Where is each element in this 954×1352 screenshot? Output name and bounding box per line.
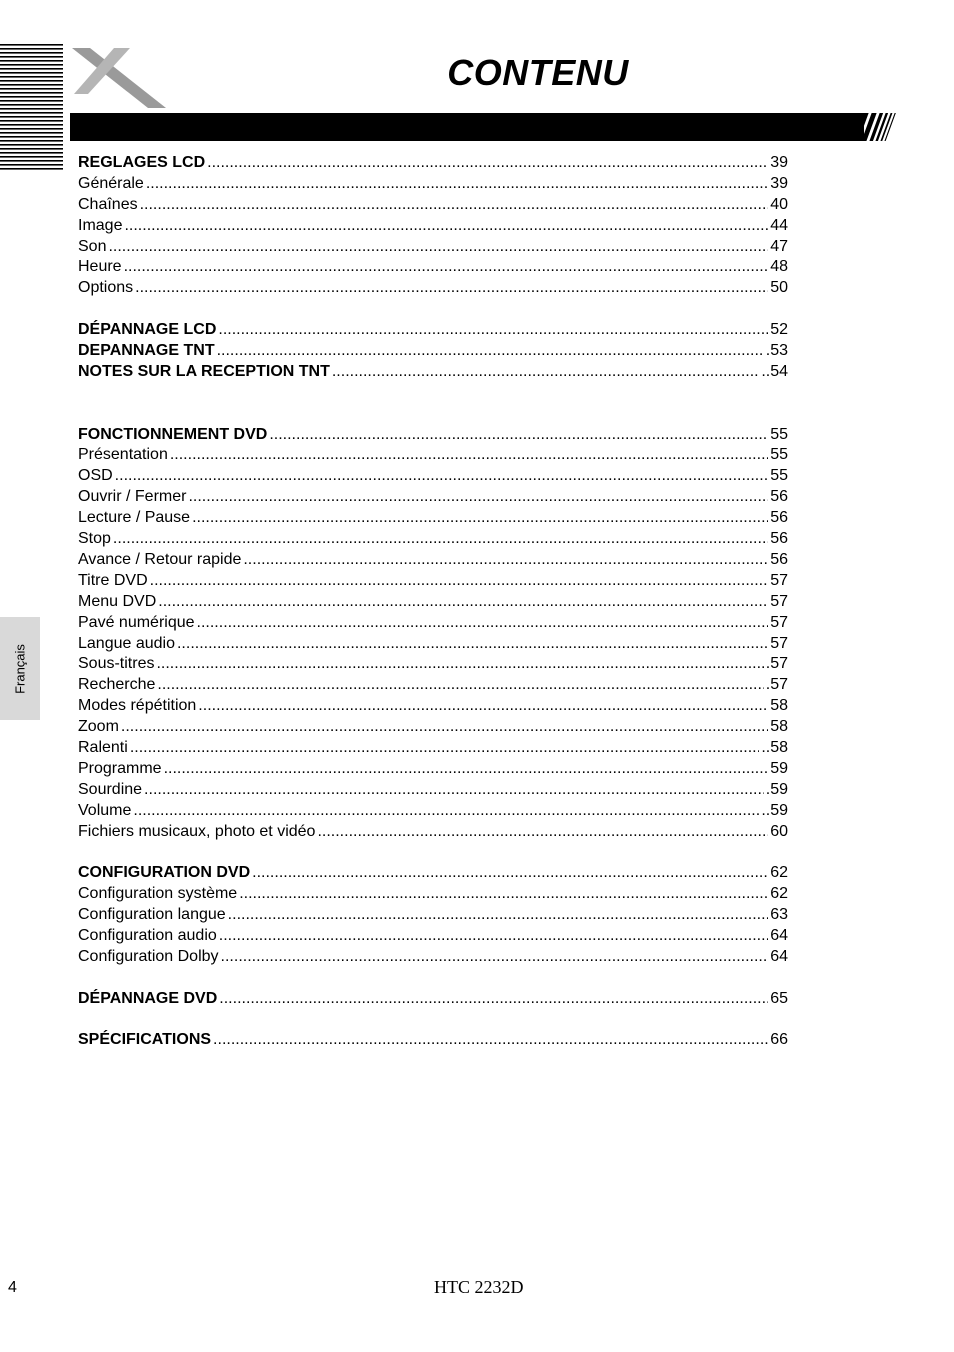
- toc-entry-leader: [207, 153, 768, 174]
- toc-entry-page: .57: [765, 676, 788, 694]
- toc-entry-page: .53: [765, 342, 788, 360]
- toc-entry-label: DÉPANNAGE DVD: [78, 989, 218, 1007]
- toc-entry-leader: [221, 947, 769, 968]
- toc-entry-page: 57: [770, 613, 788, 631]
- toc-entry-label: SPÉCIFICATIONS: [78, 1031, 212, 1049]
- toc-entry[interactable]: [78, 174, 788, 195]
- toc-entry-label: Heure: [78, 258, 122, 276]
- toc-entry-page: 44: [770, 216, 788, 234]
- toc-entry-label: Zoom: [78, 718, 119, 736]
- toc-entry-leader: [124, 216, 768, 237]
- toc-entry-leader: [164, 759, 769, 780]
- toc-entry-leader: [219, 989, 768, 1010]
- toc-entry-leader: [213, 1030, 768, 1051]
- toc-entry-page: 56: [770, 509, 788, 527]
- toc-entry[interactable]: [78, 905, 788, 926]
- toc-entry[interactable]: [78, 508, 788, 529]
- toc-entry-page: 47: [770, 237, 788, 255]
- toc-entry-label: Fichiers musicaux, photo et vidéo: [78, 822, 316, 840]
- model-name: HTC 2232D: [434, 1277, 524, 1297]
- toc-entry-label: Sourdine: [78, 780, 143, 798]
- toc-entry-label: Recherche: [78, 676, 156, 694]
- toc-entry-page: 65: [770, 989, 788, 1007]
- toc-entry-leader: [197, 613, 769, 634]
- toc-entry[interactable]: [78, 216, 788, 237]
- toc-entry-page: 58: [770, 718, 788, 736]
- page-title: CONTENU: [447, 52, 629, 93]
- toc-entry[interactable]: [78, 675, 788, 696]
- toc-entry-page: 60: [770, 822, 788, 840]
- toc-entry-label: NOTES SUR LA RECEPTION TNT: [78, 362, 330, 380]
- toc-entry-label: Programme: [78, 759, 162, 777]
- toc-entry-page: 62: [770, 864, 788, 882]
- toc-entry[interactable]: [78, 425, 788, 446]
- toc-entry-leader: [239, 884, 768, 905]
- toc-entry[interactable]: [78, 759, 788, 780]
- toc-entry[interactable]: [78, 257, 788, 278]
- toc-entry-leader: [124, 257, 769, 278]
- toc-entry-page: 55: [770, 425, 788, 443]
- toc-entry-page: ..59: [761, 801, 788, 819]
- toc-entry-leader: [113, 529, 768, 550]
- toc-entry[interactable]: [78, 696, 788, 717]
- toc-entry[interactable]: [78, 153, 788, 174]
- toc-entry-label: Stop: [78, 530, 111, 548]
- toc-entry-leader: [243, 550, 768, 571]
- toc-entry[interactable]: [78, 466, 788, 487]
- toc-group-depannage-dvd: [78, 989, 788, 1010]
- toc-entry-label: Générale: [78, 174, 144, 192]
- toc-entry-leader: [121, 717, 768, 738]
- toc-entry-page: 59: [770, 759, 788, 777]
- toc-entry-label: Son: [78, 237, 107, 255]
- toc-group-specs: [78, 1030, 788, 1051]
- toc-entry[interactable]: [78, 717, 788, 738]
- toc-entry-page: 64: [770, 947, 788, 965]
- toc-entry-label: Lecture / Pause: [78, 509, 191, 527]
- toc-entry-label: Langue audio: [78, 634, 175, 652]
- toc-entry-label: Chaînes: [78, 195, 138, 213]
- toc-entry-label: Configuration langue: [78, 906, 226, 924]
- toc-entry-page: 64: [770, 926, 788, 944]
- toc-entry[interactable]: [78, 550, 788, 571]
- toc-entry[interactable]: [78, 341, 788, 362]
- toc-entry-leader: [158, 592, 768, 613]
- toc-entry-page: 63: [770, 906, 788, 924]
- toc-entry-label: Avance / Retour rapide: [78, 550, 242, 568]
- toc-entry[interactable]: [78, 738, 788, 759]
- toc-entry-page: 39: [770, 154, 788, 171]
- toc-entry-label: Volume: [78, 801, 132, 819]
- toc-entry-page: 56: [770, 550, 788, 568]
- toc-entry-leader: [269, 425, 768, 446]
- toc-entry-leader: [170, 445, 768, 466]
- toc-entry[interactable]: [78, 362, 788, 383]
- table-of-contents: [78, 153, 788, 1051]
- toc-entry-label: Configuration audio: [78, 926, 217, 944]
- toc-entry-page: 52: [770, 321, 788, 339]
- toc-entry[interactable]: [78, 989, 788, 1010]
- toc-entry[interactable]: [78, 529, 788, 550]
- toc-entry-leader: [150, 571, 769, 592]
- toc-entry-label: Modes répétition: [78, 697, 197, 715]
- toc-entry-leader: [218, 320, 768, 341]
- toc-entry-leader: [332, 362, 759, 383]
- toc-entry-label: Options: [78, 279, 134, 297]
- toc-entry-page: 56: [770, 530, 788, 548]
- toc-entry-leader: [217, 341, 764, 362]
- toc-entry-leader: [317, 822, 768, 843]
- toc-entry[interactable]: [78, 654, 788, 675]
- toc-entry[interactable]: [78, 1030, 788, 1051]
- toc-entry-leader: [133, 801, 759, 822]
- toc-entry[interactable]: [78, 884, 788, 905]
- toc-group-depannage: [78, 320, 788, 383]
- toc-entry[interactable]: [78, 947, 788, 968]
- toc-entry-label: Configuration système: [78, 885, 238, 903]
- toc-entry-leader: [219, 926, 768, 947]
- toc-entry-page: 40: [770, 195, 788, 213]
- toc-entry-label: Menu DVD: [78, 592, 157, 610]
- toc-entry-page: 57: [770, 571, 788, 589]
- toc-entry-leader: [108, 237, 768, 258]
- toc-entry[interactable]: [78, 237, 788, 258]
- toc-group-config: [78, 863, 788, 967]
- toc-entry-page: 48: [770, 258, 788, 276]
- toc-entry-label: Configuration Dolby: [78, 947, 219, 965]
- toc-entry-label: DÉPANNAGE LCD: [78, 321, 217, 339]
- page-number: 4: [8, 1279, 17, 1296]
- toc-entry-page: ..54: [761, 362, 788, 380]
- toc-entry-leader: [198, 696, 768, 717]
- toc-entry-leader: [177, 634, 768, 655]
- language-tab-label: Français: [12, 643, 28, 694]
- toc-group-dvd: [78, 425, 788, 843]
- toc-entry[interactable]: [78, 801, 788, 822]
- toc-entry-label: DEPANNAGE TNT: [78, 342, 215, 360]
- toc-entry-page: 57: [770, 592, 788, 610]
- toc-entry-page: 39: [770, 174, 788, 192]
- header-bar: [70, 113, 864, 141]
- toc-entry-label: REGLAGES LCD: [78, 154, 206, 171]
- toc-entry-page: .59: [765, 780, 788, 798]
- toc-entry-leader: [115, 466, 769, 487]
- toc-entry-page: 50: [770, 279, 788, 297]
- toc-entry-leader: [228, 905, 769, 926]
- toc-entry-page: 62: [770, 885, 788, 903]
- toc-entry[interactable]: [78, 613, 788, 634]
- toc-entry-leader: [156, 654, 763, 675]
- toc-entry-label: Pavé numérique: [78, 613, 195, 631]
- toc-entry-leader: [157, 675, 763, 696]
- toc-entry-page: 66: [770, 1031, 788, 1049]
- toc-entry-leader: [252, 863, 768, 884]
- toc-entry-label: Titre DVD: [78, 571, 148, 589]
- toc-entry-label: Ralenti: [78, 738, 128, 756]
- toc-entry-page: 55: [770, 446, 788, 464]
- toc-entry-page: 57: [770, 634, 788, 652]
- toc-entry-leader: [130, 738, 760, 759]
- toc-entry-page: 56: [770, 488, 788, 506]
- toc-entry-leader: [192, 508, 768, 529]
- toc-entry[interactable]: [78, 195, 788, 216]
- toc-group-lcd: [78, 153, 788, 299]
- toc-entry-leader: [140, 195, 769, 216]
- toc-entry-page: ..58: [761, 738, 788, 756]
- toc-entry-label: OSD: [78, 467, 113, 485]
- toc-entry-label: Ouvrir / Fermer: [78, 488, 187, 506]
- toc-entry-leader: [144, 780, 764, 801]
- toc-entry-label: Sous-titres: [78, 655, 155, 673]
- toc-entry[interactable]: [78, 445, 788, 466]
- toc-entry[interactable]: [78, 634, 788, 655]
- toc-entry[interactable]: [78, 822, 788, 843]
- toc-entry[interactable]: [78, 863, 788, 884]
- toc-entry-leader: [188, 487, 768, 508]
- toc-entry-label: Image: [78, 216, 123, 234]
- toc-entry[interactable]: [78, 592, 788, 613]
- toc-entry[interactable]: [78, 571, 788, 592]
- toc-entry[interactable]: [78, 278, 788, 299]
- toc-entry-label: FONCTIONNEMENT DVD: [78, 425, 268, 443]
- toc-entry-leader: [146, 174, 768, 195]
- toc-entry-page: 58: [770, 697, 788, 715]
- toc-entry-label: CONFIGURATION DVD: [78, 864, 251, 882]
- header-bar-halftone: [860, 112, 904, 142]
- toc-entry[interactable]: [78, 926, 788, 947]
- toc-entry[interactable]: [78, 780, 788, 801]
- toc-entry-page: 55: [770, 467, 788, 485]
- toc-entry-label: Présentation: [78, 446, 168, 464]
- toc-entry-page: .57: [765, 655, 788, 673]
- language-tab: [0, 617, 40, 720]
- toc-entry[interactable]: [78, 487, 788, 508]
- toc-entry-leader: [135, 278, 768, 299]
- toc-entry[interactable]: [78, 320, 788, 341]
